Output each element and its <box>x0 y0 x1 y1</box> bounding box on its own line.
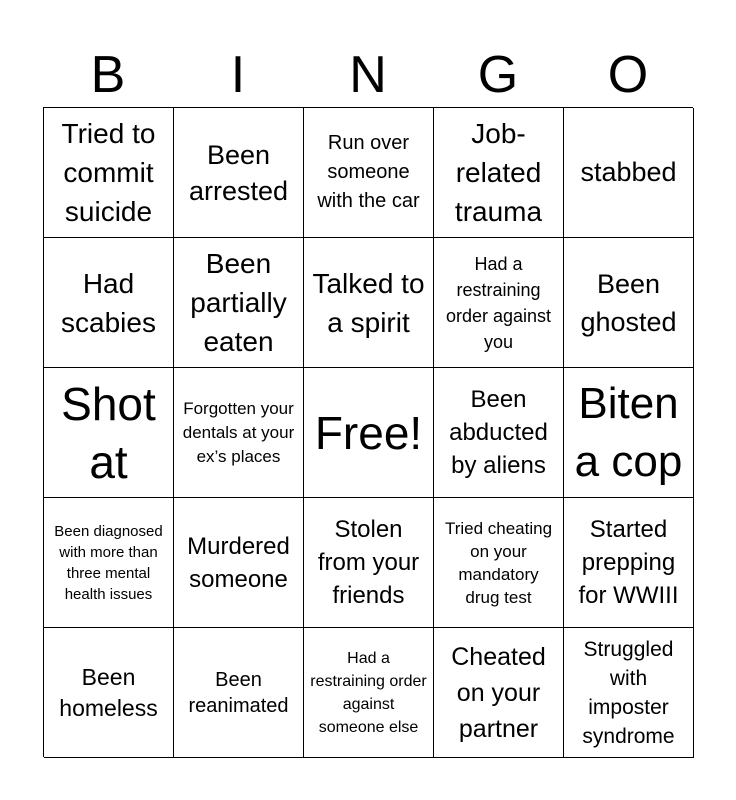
cell-text: Been reanimated <box>188 668 289 717</box>
cell-text: Been ghosted <box>580 268 677 337</box>
cell-text: Biten a cop <box>574 378 683 486</box>
header-letter-i: I <box>230 46 246 104</box>
bingo-cell-r1-c5[interactable] <box>564 108 694 238</box>
cell-text: Had scabies <box>61 267 156 338</box>
bingo-cell-r3-c4[interactable] <box>434 368 564 498</box>
header-letter-o: O <box>607 46 649 104</box>
cell-text: Free! <box>314 406 423 459</box>
bingo-cell-r2-c3[interactable] <box>304 238 434 368</box>
bingo-cell-r2-c4[interactable] <box>434 238 564 368</box>
cell-text: Been diagnosed with more than three mental health issues <box>54 522 163 603</box>
bingo-cell-r4-c5[interactable] <box>564 498 694 628</box>
bingo-cell-r1-c1[interactable] <box>44 108 174 238</box>
bingo-cell-r5-c2[interactable] <box>174 628 304 758</box>
bingo-cell-r2-c1[interactable] <box>44 238 174 368</box>
cell-text: Cheated on your partner <box>451 642 546 743</box>
bingo-cell-r5-c4[interactable] <box>434 628 564 758</box>
cell-text: Been partially eaten <box>190 248 287 357</box>
header-letter-b: B <box>90 46 126 104</box>
cell-text: Tried to commit suicide <box>61 118 156 227</box>
bingo-cell-r3-c5[interactable] <box>564 368 694 498</box>
cell-text: Tried cheating on your mandatory drug test <box>444 518 553 607</box>
bingo-cell-r3-c3[interactable] <box>304 368 434 498</box>
cell-text: Run over someone with the car <box>317 132 420 212</box>
bingo-header <box>43 44 693 106</box>
bingo-cell-r3-c1[interactable] <box>44 368 174 498</box>
cell-text: Been abducted by aliens <box>449 386 548 479</box>
bingo-cell-r2-c2[interactable] <box>174 238 304 368</box>
cell-text: Struggled with imposter syndrome <box>582 637 675 748</box>
header-letter-g: G <box>477 46 519 104</box>
bingo-cell-r1-c3[interactable] <box>304 108 434 238</box>
cell-text: Been homeless <box>59 663 158 721</box>
cell-text: Murdered someone <box>187 532 290 593</box>
cell-text: Stolen from your friends <box>317 516 420 609</box>
bingo-cell-r4-c2[interactable] <box>174 498 304 628</box>
bingo-cell-r5-c1[interactable] <box>44 628 174 758</box>
bingo-cell-r4-c1[interactable] <box>44 498 174 628</box>
header-letter-n: N <box>349 46 387 104</box>
cell-text: Shot at <box>61 377 156 488</box>
cell-text: Forgotten your dentals at your ex’s places <box>182 398 295 466</box>
cell-text: Job-related trauma <box>454 118 543 227</box>
cell-text: Talked to a spirit <box>312 267 425 338</box>
bingo-board <box>43 107 693 757</box>
bingo-cell-r3-c2[interactable] <box>174 368 304 498</box>
bingo-cell-r1-c4[interactable] <box>434 108 564 238</box>
bingo-cell-r2-c5[interactable] <box>564 238 694 368</box>
cell-text: stabbed <box>580 157 677 187</box>
bingo-cell-r4-c4[interactable] <box>434 498 564 628</box>
bingo-cell-r5-c3[interactable] <box>304 628 434 758</box>
cell-text: Had a restraining order against you <box>445 253 552 352</box>
cell-text: Started prepping for WWIII <box>578 516 679 609</box>
bingo-cell-r1-c2[interactable] <box>174 108 304 238</box>
cell-text: Had a restraining order against someone else <box>310 649 427 736</box>
cell-text: Been arrested <box>188 139 289 206</box>
bingo-cell-r5-c5[interactable] <box>564 628 694 758</box>
bingo-cell-r4-c3[interactable] <box>304 498 434 628</box>
